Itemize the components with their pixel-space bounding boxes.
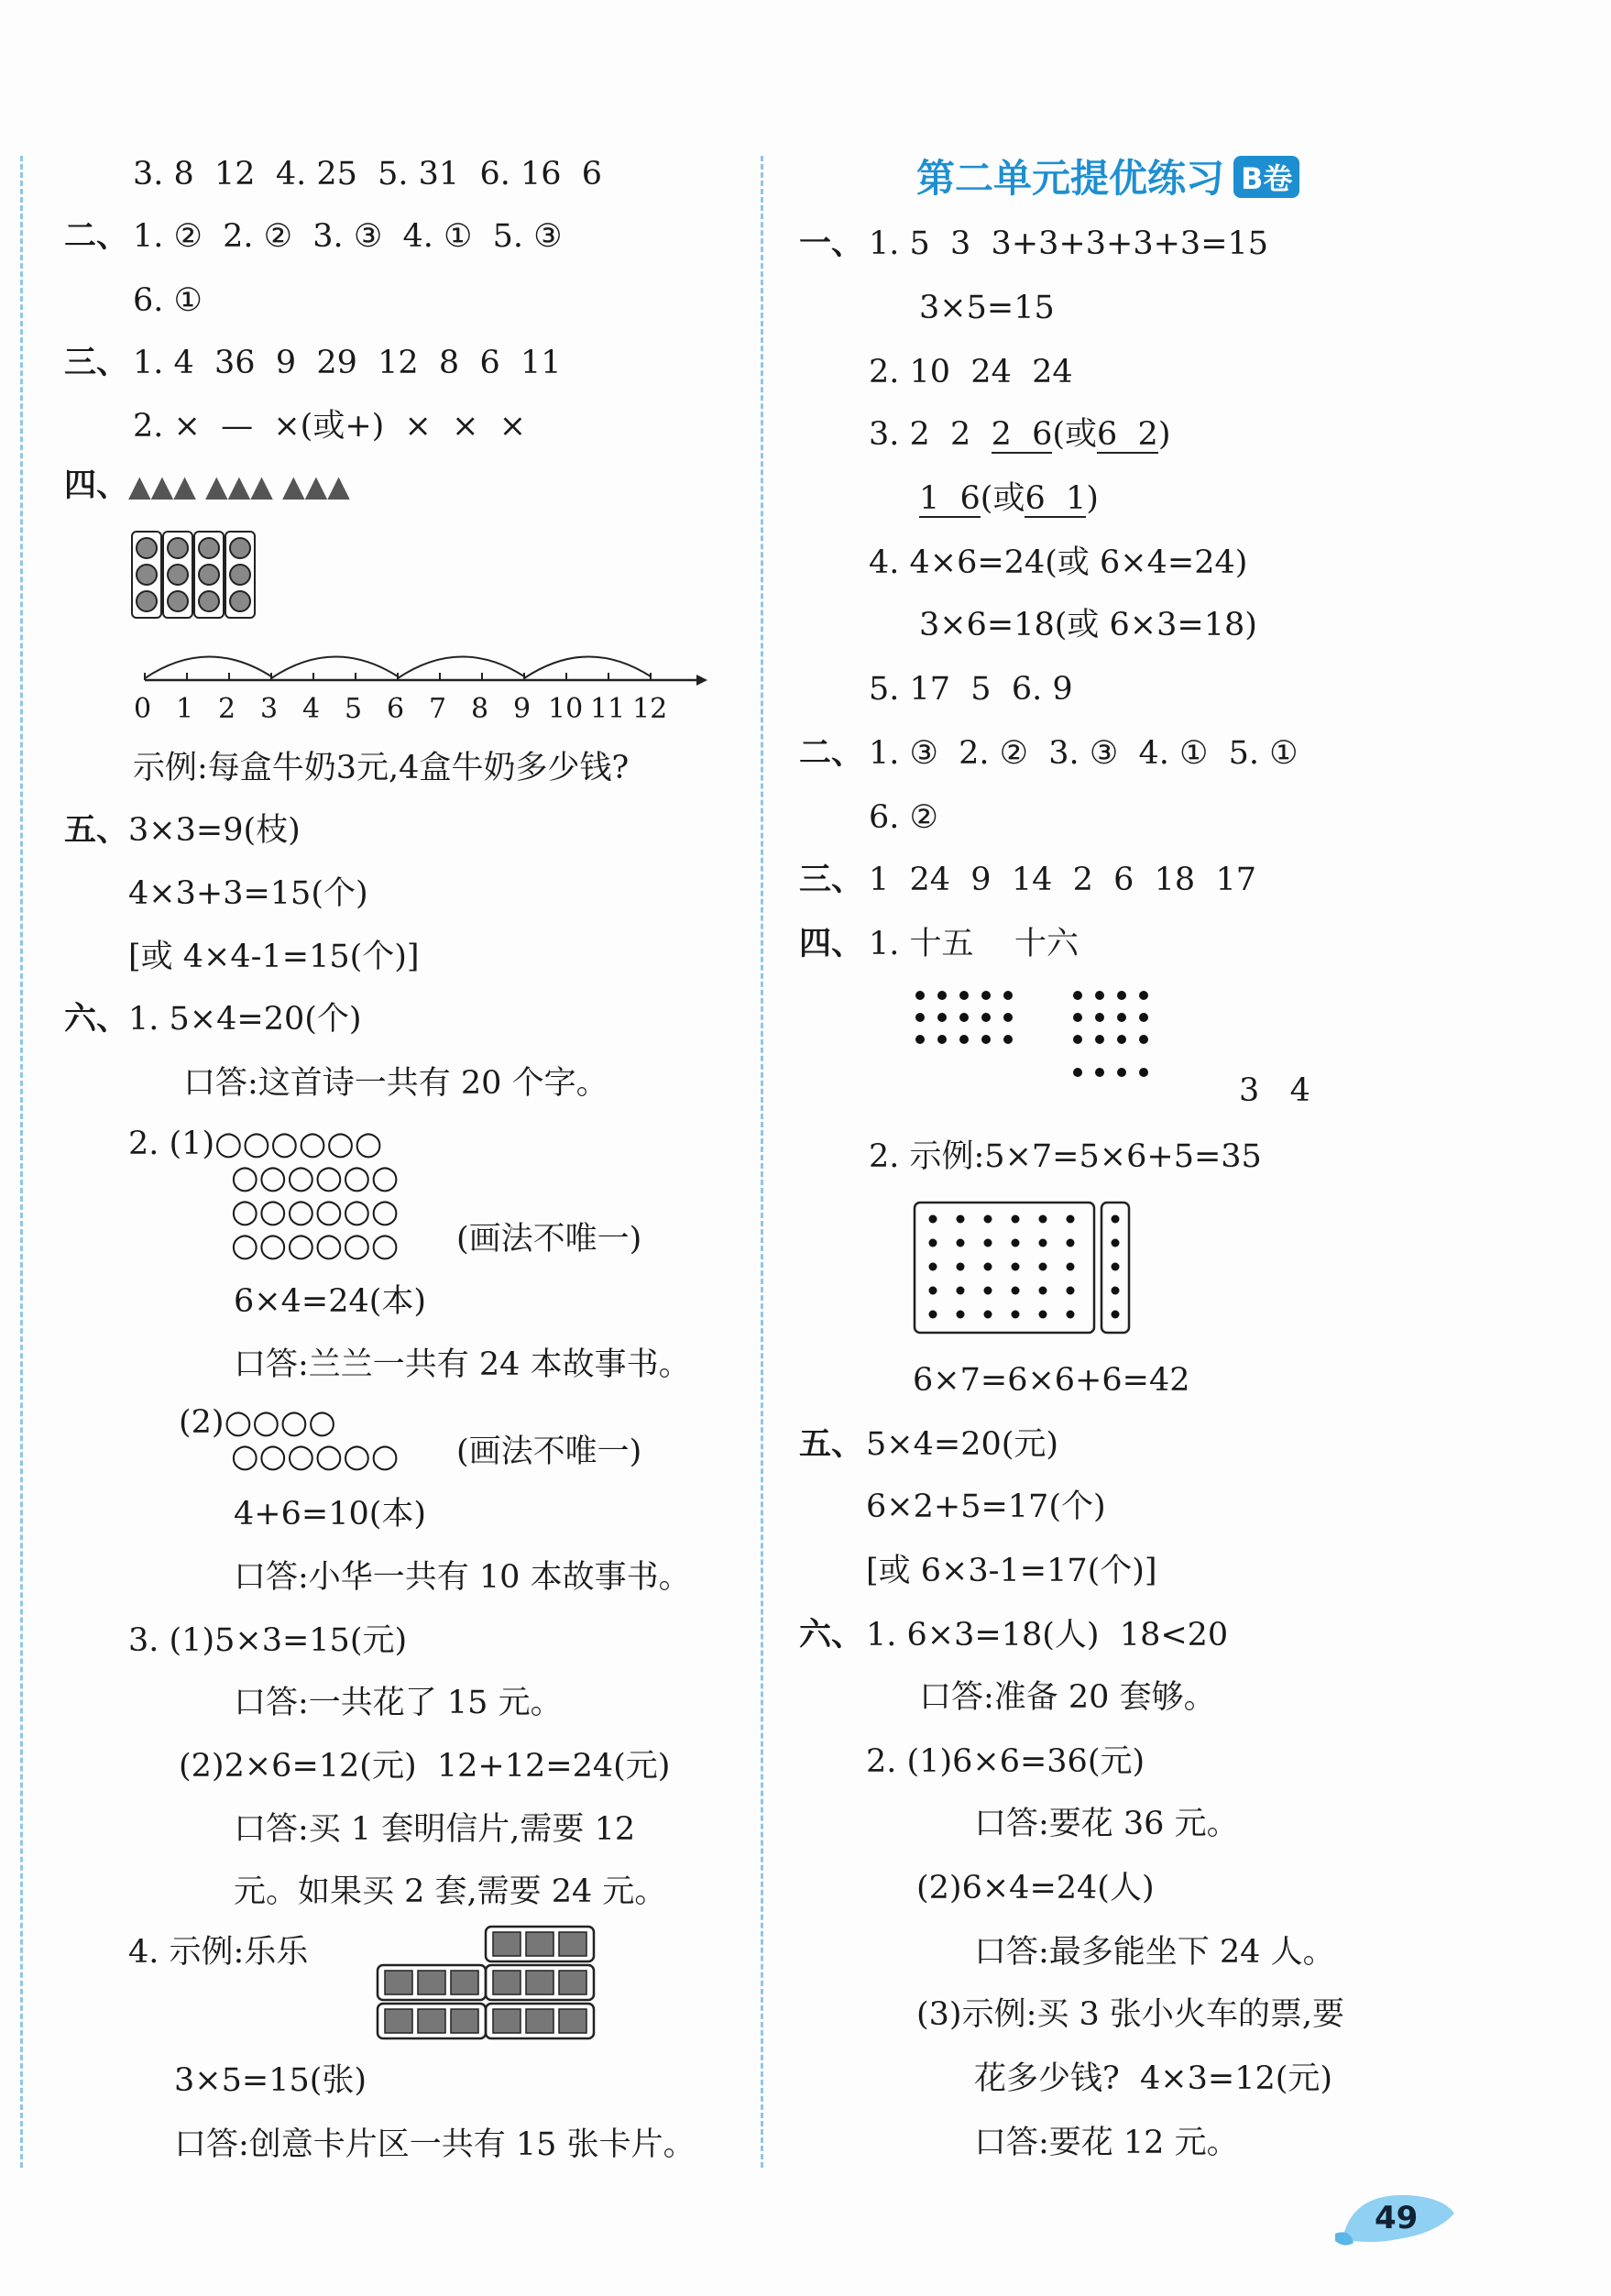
answer-line: 1. 6×3=18(人) 18<20	[866, 1617, 1229, 1653]
answer-line: 1 24 9 14 2 6 18 17	[869, 862, 1256, 898]
answer-line: 2. 示例:5×7=5×6+5=35	[869, 1138, 1262, 1175]
answer-line: 2. × — ×(或+) × × ×	[133, 408, 527, 445]
underlined-answer: 6 1	[1025, 480, 1087, 517]
answer-line: 示例:每盒牛奶3元,4盒牛奶多少钱?	[133, 750, 630, 786]
section-title	[916, 148, 1299, 203]
tick-label: 1	[176, 693, 194, 725]
answer-line: 口答:一共花了 15 元。	[234, 1685, 563, 1721]
underlined-answer: 1 6	[919, 480, 981, 517]
section-label: 五、	[799, 1426, 864, 1463]
tick-label: 6	[387, 693, 405, 725]
answer-line: [或 6×3-1=17(个)]	[866, 1553, 1157, 1589]
answer-line: 口答:要花 36 元。	[974, 1806, 1239, 1842]
circles-row: ○○○○○○	[231, 1227, 400, 1264]
tick-label: 2	[218, 693, 236, 725]
circles-row: ○○○○○○	[231, 1438, 400, 1475]
answer-text: 3. 2 2	[869, 416, 992, 453]
method-note: (画法不唯一)	[456, 1434, 642, 1470]
section-label: 一、	[799, 225, 864, 262]
tick-label: 5	[345, 693, 363, 725]
answer-line: 3×5=15	[919, 290, 1055, 326]
answer-line: 元。如果买 2 套,需要 24 元。	[234, 1873, 667, 1910]
answer-line: 口答:兰兰一共有 24 本故事书。	[234, 1346, 691, 1383]
answer-line: 口答:最多能坐下 24 人。	[974, 1934, 1335, 1971]
answer-line: 口答:要花 12 元。	[974, 2125, 1239, 2161]
section-label: 二、	[64, 218, 129, 255]
circles-row: ○○○○○○	[231, 1193, 400, 1230]
answer-text: (或	[1052, 416, 1098, 453]
card-grid-figure	[376, 1925, 596, 2040]
answer-line: 4. 4×6=24(或 6×4=24)	[869, 544, 1248, 581]
circle-groups-figure	[130, 530, 258, 621]
answer-line: 口答:创意卡片区一共有 15 张卡片。	[174, 2126, 696, 2163]
b-paper-badge: B卷	[1233, 156, 1299, 198]
answer-line: 2. 10 24 24	[869, 354, 1073, 390]
answer-line: 2. (1)6×6=36(元)	[866, 1743, 1145, 1780]
tick-label: 0	[134, 693, 152, 725]
answer-line: 3×6=18(或 6×3=18)	[919, 607, 1257, 643]
answer-line: 花多少钱? 4×3=12(元)	[974, 2060, 1333, 2097]
answer-text: )	[1086, 480, 1099, 517]
answer-line: 3. (1)5×3=15(元)	[128, 1622, 408, 1659]
section-label: 二、	[799, 735, 864, 772]
answer-line: 6. ②	[869, 799, 938, 836]
answer-line: 1. 5 3 3+3+3+3+3=15	[869, 225, 1269, 262]
answer-line: 1. ③ 2. ② 3. ③ 4. ① 5. ①	[869, 735, 1299, 772]
dot-array-5x7-figure	[913, 1201, 1133, 1336]
answer-line: 3×3=9(枝)	[128, 812, 301, 849]
section-label: 三、	[64, 345, 129, 381]
section-label: 四、	[64, 467, 129, 504]
tick-label: 4	[302, 693, 321, 725]
answer-line: 6×7=6×6+6=42	[913, 1362, 1190, 1399]
section-title-text: 第二单元提优练习	[916, 156, 1225, 201]
section-label: 六、	[799, 1617, 864, 1653]
tick-label: 8	[471, 693, 489, 725]
tick-label: 11	[590, 693, 626, 725]
tick-label: 9	[513, 693, 532, 725]
tick-label: 10	[548, 693, 584, 725]
answer-line: 1. 5×4=20(个)	[128, 1001, 362, 1038]
triangles-drawing: ▲▲▲ ▲▲▲ ▲▲▲	[128, 468, 350, 503]
answer-line: 口答:小华一共有 10 本故事书。	[234, 1559, 691, 1596]
answer-line: 4+6=10(本)	[234, 1496, 427, 1532]
page-number: 49	[1375, 2200, 1419, 2236]
answer-line: 口答:准备 20 套够。	[919, 1679, 1216, 1716]
answer-text: )	[1157, 416, 1171, 453]
answer-line: 口答:这首诗一共有 20 个字。	[183, 1065, 608, 1102]
answer-line: 3. 8 12 4. 25 5. 31 6. 16 6	[133, 156, 603, 192]
answer-line: 6×2+5=17(个)	[866, 1489, 1106, 1525]
answer-line	[919, 478, 1099, 519]
section-label: 六、	[64, 1001, 129, 1038]
answer-line: (2)6×4=24(人)	[916, 1870, 1155, 1906]
answer-line: 3×5=15(张)	[174, 2062, 367, 2099]
answer-line: [或 4×4-1=15(个)]	[128, 939, 420, 975]
answer-line: 4. 示例:乐乐	[128, 1934, 309, 1971]
answer-line: 1. ② 2. ② 3. ③ 4. ① 5. ③	[133, 218, 563, 255]
answer-text: (或	[980, 480, 1025, 517]
answer-line: 4×3+3=15(个)	[128, 875, 368, 912]
method-note: (画法不唯一)	[456, 1221, 642, 1258]
answer-line: 6×4=24(本)	[234, 1283, 427, 1320]
underlined-answer: 2 6	[991, 416, 1053, 453]
left-margin-divider	[20, 156, 23, 2168]
underlined-answer: 6 2	[1097, 416, 1158, 453]
section-label: 三、	[799, 862, 864, 898]
answer-line	[869, 414, 1170, 455]
answer-line: 2. (1)○○○○○○	[128, 1126, 383, 1162]
section-label: 四、	[799, 926, 864, 962]
answer-line: (2)○○○○	[179, 1404, 336, 1441]
answer-line: 3 4	[1239, 1072, 1310, 1109]
circles-row: ○○○○○○	[231, 1159, 400, 1196]
answer-line: 口答:买 1 套明信片,需要 12	[234, 1811, 636, 1848]
number-line	[137, 642, 706, 697]
tick-label: 7	[429, 693, 447, 725]
answer-line: 5. 17 5 6. 9	[869, 671, 1073, 708]
answer-line: 1. 4 36 9 29 12 8 6 11	[133, 345, 562, 381]
tick-label: 3	[260, 693, 279, 725]
column-divider	[761, 156, 763, 2168]
answer-line: (3)示例:买 3 张小火车的票,要	[916, 1996, 1345, 2033]
tick-label: 12	[632, 693, 668, 725]
answer-line: 6. ①	[133, 282, 203, 319]
answer-line: 1. 十五 十六	[869, 926, 1079, 962]
section-label: 五、	[64, 812, 129, 849]
dot-arrays-figure	[915, 990, 1180, 1091]
answer-line: 5×4=20(元)	[866, 1426, 1059, 1463]
answer-line: (2)2×6=12(元) 12+12=24(元)	[179, 1748, 671, 1785]
